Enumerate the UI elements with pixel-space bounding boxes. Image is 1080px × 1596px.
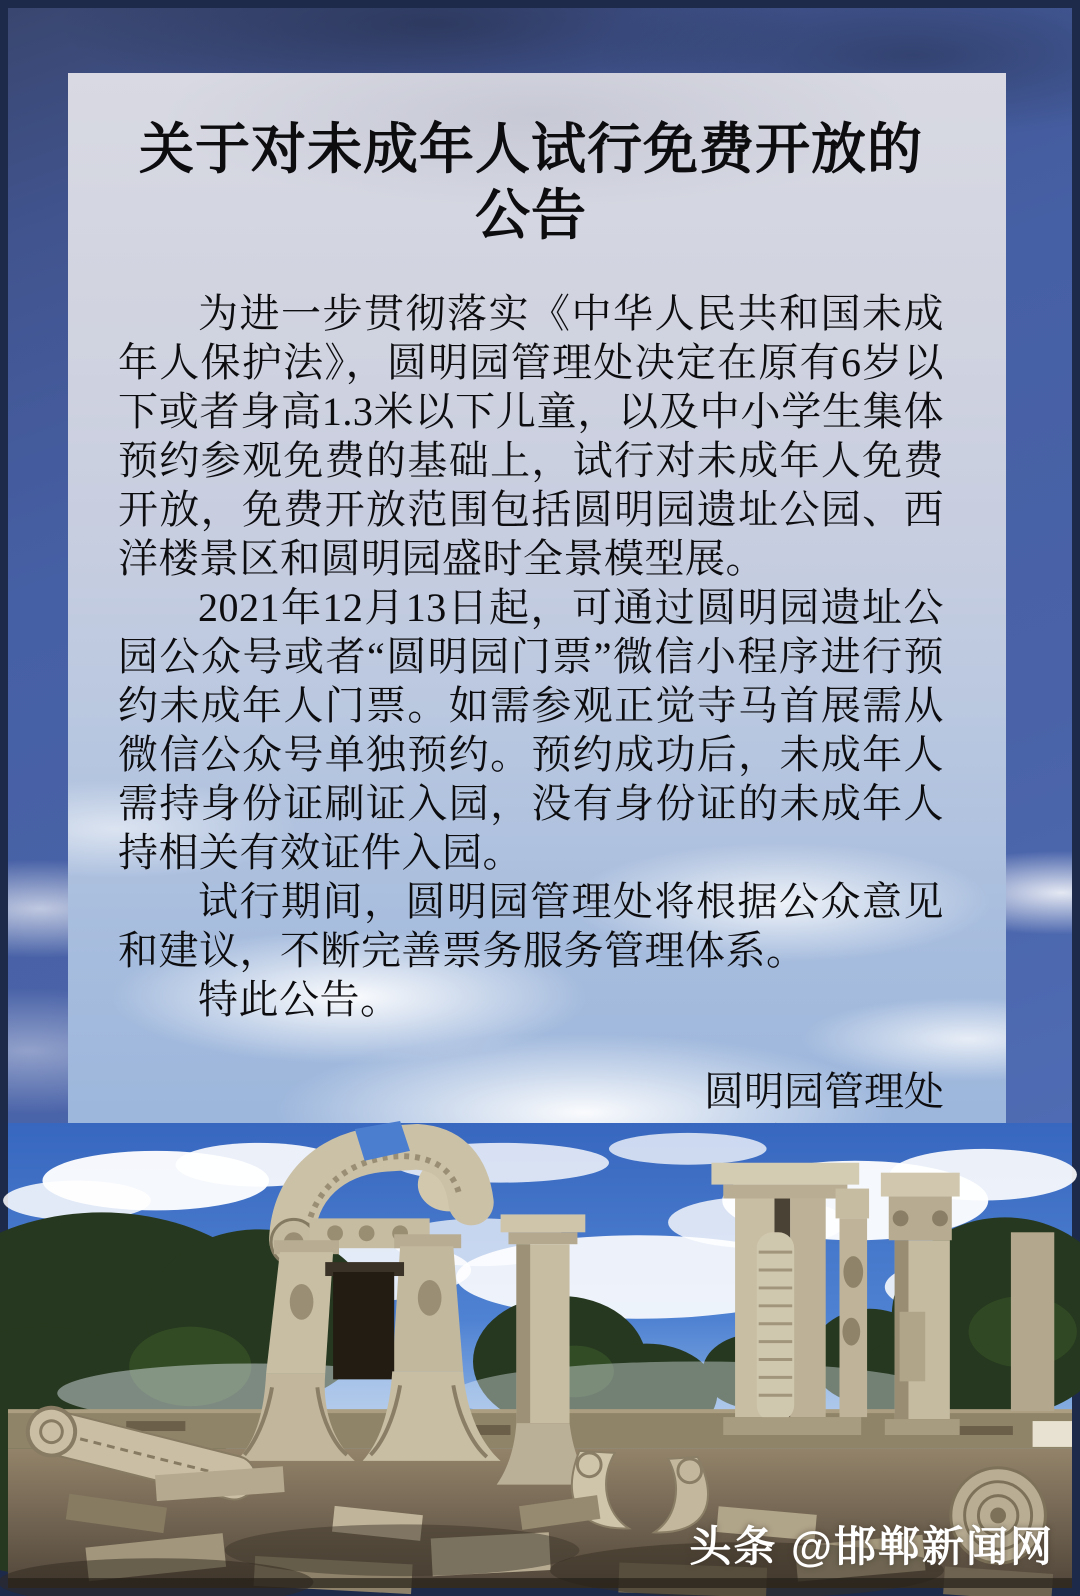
notice-paragraph-2: 2021年12月13日起，可通过圆明园遗址公园公众号或者“圆明园门票”微信小程序进行预约未成年人门票。如需参观正觉寺马首展需从微信公众号单独预约。预约成功后，未成年人需持身份证刷证入园，没有身份证的未成年人持相关有效证件入园。 xyxy=(118,585,944,875)
notice-title: 关于对未成年人试行免费开放的公告 xyxy=(138,119,923,246)
notice-paragraph-3: 试行期间，圆明园管理处将根据公众意见和建议，不断完善票务服务管理体系。 xyxy=(118,879,944,973)
column-statue xyxy=(836,1189,869,1418)
notice-panel xyxy=(68,73,1006,1123)
notice-closing: 特此公告。 xyxy=(198,977,401,1022)
issuer-name: 圆明园管理处 xyxy=(704,1069,944,1114)
ruins-photo xyxy=(8,1123,1072,1588)
watermark: 头条 @邯郸新闻网 xyxy=(689,1523,1054,1570)
notice-paragraph-1: 为进一步贯彻落实《中华人民共和国未成年人保护法》，圆明园管理处决定在原有6岁以下或者身高1.3米以下儿童，以及中小学生集体预约参观免费的基础上，试行对未成年人免费开放，免费开放范围包括圆明园遗址公园、西洋楼景区和圆明园盛时全景模型展。 xyxy=(118,291,944,581)
notice-body xyxy=(118,289,944,1024)
